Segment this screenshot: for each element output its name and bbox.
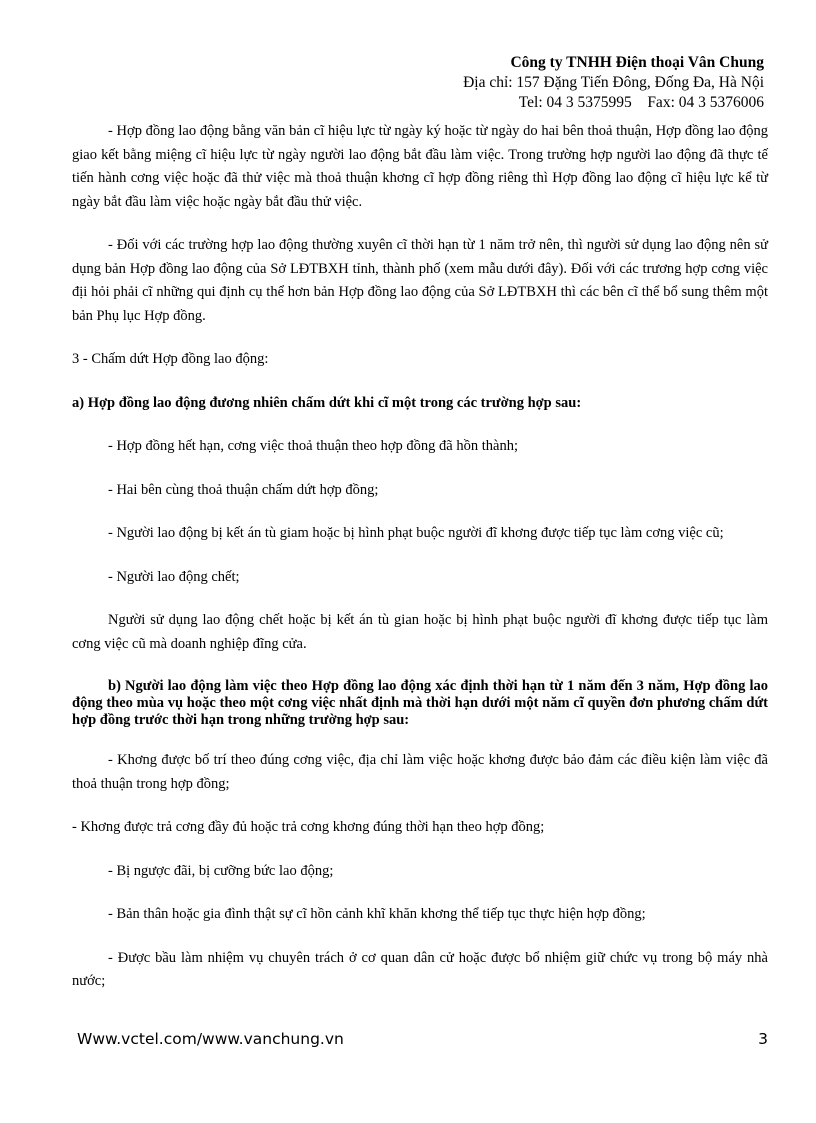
document-body: [72, 120, 768, 994]
list-item: - Khơng được trả cơng đầy đủ hoặc trả cơng khơng đúng thời hạn theo hợp đồng;: [72, 819, 545, 835]
list-item: - Hai bên cùng thoả thuận chấm dứt hợp đồng;: [108, 481, 379, 498]
subsection-heading-a: a) Hợp đồng lao động đương nhiên chấm dứt khi cĩ một trong các trường hợp sau:: [72, 394, 582, 411]
company-fax: Fax: 04 3 5376006: [647, 94, 764, 111]
list-item: - Khơng được bố trí theo đúng cơng việc, địa chỉ làm việc hoặc khơng được bảo đảm các điều kiện làm việc đã thoả thuận trong hợp đồng;: [72, 752, 768, 792]
paragraph-employer-death: Người sử dụng lao động chết hoặc bị kết án tù gian hoặc bị hình phạt buộc người đĩ khơng được tiếp tục làm cơng việc cũ mà doanh nghiệp đĩng cửa.: [72, 612, 768, 652]
list-item: - Hợp đồng hết hạn, cơng việc thoả thuận theo hợp đồng đã hồn thành;: [108, 438, 518, 454]
page-footer: [77, 1030, 768, 1048]
page-number: 3: [758, 1030, 768, 1048]
list-item: - Được bầu làm nhiệm vụ chuyên trách ở cơ quan dân cử hoặc được bổ nhiệm giữ chức vụ trong bộ máy nhà nước;: [72, 949, 768, 989]
subsection-heading-b: b) Người lao động làm việc theo Hợp đồng lao động xác định thời hạn từ 1 năm đến 3 năm, Hợp đồng lao động theo mùa vụ hoặc theo một cơng việc nhất định mà thời hạn dưới một năm cĩ quyền đơn phương chấm dứt hợp đồng trước thời hạn trong những trường hợp sau:: [72, 678, 768, 728]
company-contact: [463, 93, 764, 113]
list-item: - Người lao động chết;: [108, 568, 240, 585]
company-tel: Tel: 04 3 5375995: [518, 94, 632, 111]
paragraph-contract-validity: - Hợp đồng lao động bằng văn bản cĩ hiệu lực từ ngày ký hoặc từ ngày do hai bên thoả thuận, Hợp đồng lao động giao kết bằng miệng cĩ hiệu lực từ ngày người lao động bắt đầu làm việc. Trong trường hợp người lao động đã thực tế tiến hành cơng việc hoặc đã thử việc mà thoả thuận khơng cĩ hợp đồng riêng thì Hợp đồng lao động cĩ hiệu lực kể từ ngày bắt đầu làm việc hoặc ngày bắt đầu thử việc.: [72, 123, 768, 210]
letterhead: [463, 53, 764, 113]
list-item: - Bị ngược đãi, bị cưỡng bức lao động;: [108, 862, 334, 879]
list-item: - Bản thân hoặc gia đình thật sự cĩ hồn cảnh khĩ khăn khơng thể tiếp tục thực hiện hợp đồng;: [108, 906, 646, 922]
paragraph-long-term-contracts: - Đối với các trường hợp lao động thường xuyên cĩ thời hạn từ 1 năm trở nên, thì người sử dụng lao động nên sử dụng bản Hợp đồng lao động của Sở LĐTBXH tỉnh, thành phố (xem mẫu dưới đây). Đối với các trương hợp cơng việc địi hỏi phải cĩ những qui định cụ thể hơn bản Hợp đồng lao động của Sở LĐTBXH thì các bên cĩ thể bổ sung thêm một bản Phụ lục Hợp đồng.: [72, 237, 768, 324]
company-name: Công ty TNHH Điện thoại Vân Chung: [510, 54, 764, 71]
footer-website: Www.vctel.com/www.vanchung.vn: [77, 1030, 344, 1048]
list-item: - Người lao động bị kết án tù giam hoặc bị hình phạt buộc người đĩ khơng được tiếp tục làm cơng việc cũ;: [108, 525, 724, 541]
section-heading-termination: 3 - Chấm dứt Hợp đồng lao động:: [72, 351, 269, 367]
company-address: Địa chỉ: 157 Đặng Tiến Đông, Đống Đa, Hà Nội: [463, 74, 764, 91]
